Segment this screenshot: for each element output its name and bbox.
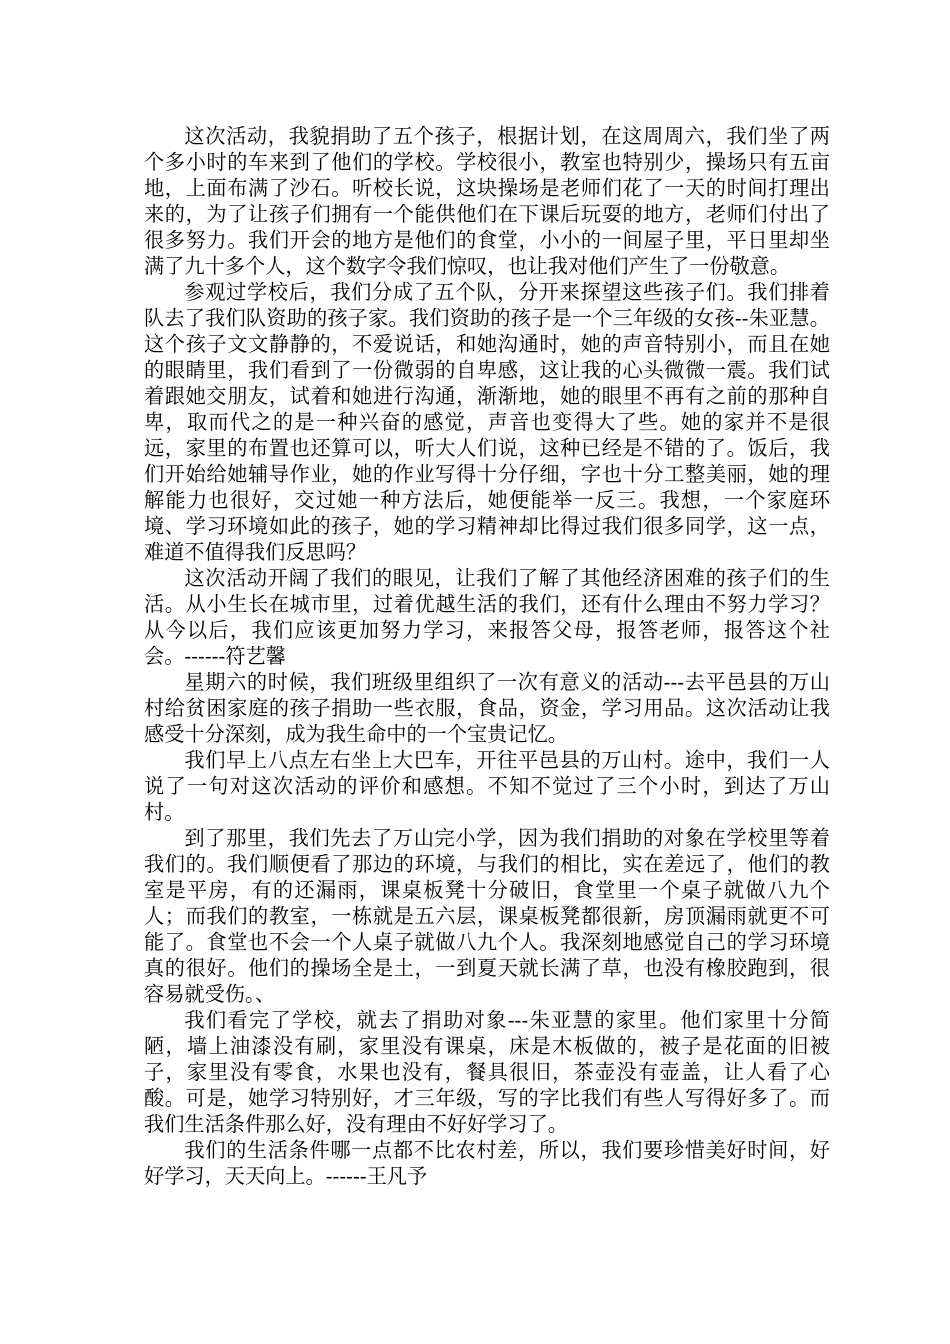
paragraph-2: 参观过学校后，我们分成了五个队，分开来探望这些孩子们。我们排着队去了我们队资助的孩子家。我们资助的孩子是一个三年级的女孩--朱亚慧。这个孩子文文静静的，不爱说话，和她沟通时，她的声音特别小，而且在她的眼睛里，我们看到了一份微弱的自卑感，这让我的心头微微一震。我们试着跟她交朋友，试着和她进行沟通，渐渐地，她的眼里不再有之前的那种自卑，取而代之的是一种兴奋的感觉，声音也变得大了些。她的家并不是很远，家里的布置也还算可以，听大人们说，这种已经是不错的了。饭后，我们开始给她辅导作业，她的作业写得十分仔细，字也十分工整美丽，她的理解能力也很好，交过她一种方法后，她便能举一反三。我想，一个家庭环境、学习环境如此的孩子，她的学习精神却比得过我们很多同学，这一点，难道不值得我们反思吗？ — [144, 280, 830, 564]
paragraph-6: 到了那里，我们先去了万山完小学，因为我们捐助的对象在学校里等着我们的。我们顺便看了那边的环境，与我们的相比，实在差远了，他们的教室是平房，有的还漏雨，课桌板凳十分破旧，食堂里一个桌子就做八九个人；而我们的教室，一栋就是五六层，课桌板凳都很新，房顶漏雨就更不可能了。食堂也不会一个人桌子就做八九个人。我深刻地感觉自己的学习环境真的很好。他们的操场全是土，一到夏天就长满了草，也没有橡胶跑到，很容易就受伤。、 — [144, 826, 830, 1006]
paragraph-5: 我们早上八点左右坐上大巴车，开往平邑县的万山村。途中，我们一人说了一句对这次活动的评价和感想。不知不觉过了三个小时，到达了万山村。 — [144, 748, 830, 824]
paragraph-1: 这次活动，我貌捐助了五个孩子，根据计划，在这周周六，我们坐了两个多小时的车来到了他们的学校。学校很小，教室也特别少，操场只有五亩地，上面布满了沙石。听校长说，这块操场是老师们花了一天的时间打理出来的，为了让孩子们拥有一个能供他们在下课后玩耍的地方，老师们付出了很多努力。我们开会的地方是他们的食堂，小小的一间屋子里，平日里却坐满了九十多个人，这个数字令我们惊叹，也让我对他们产生了一份敬意。 — [144, 124, 830, 278]
paragraph-3: 这次活动开阔了我们的眼见，让我们了解了其他经济困难的孩子们的生活。从小生长在城市里，过着优越生活的我们，还有什么理由不努力学习？从今以后，我们应该更加努力学习，来报答父母，报答老师，报答这个社会。------符艺馨 — [144, 566, 830, 668]
paragraph-8: 我们的生活条件哪一点都不比农村差，所以，我们要珍惜美好时间，好好学习，天天向上。------王凡予 — [144, 1138, 830, 1188]
paragraph-7: 我们看完了学校，就去了捐助对象---朱亚慧的家里。他们家里十分简陋，墙上油漆没有刷，家里没有课桌，床是木板做的，被子是花面的旧被子，家里没有零食，水果也没有，餐具很旧，茶壶没有壶盖，让人看了心酸。可是，她学习特别好，才三年级，写的字比我们有些人写得好多了。而我们生活条件那么好，没有理由不好好学习了。 — [144, 1008, 830, 1136]
paragraph-4: 星期六的时候，我们班级里组织了一次有意义的活动---去平邑县的万山村给贫困家庭的孩子捐助一些衣服，食品，资金，学习用品。这次活动让我感受十分深刻，成为我生命中的一个宝贵记忆。 — [144, 670, 830, 746]
document-body — [144, 123, 830, 1189]
